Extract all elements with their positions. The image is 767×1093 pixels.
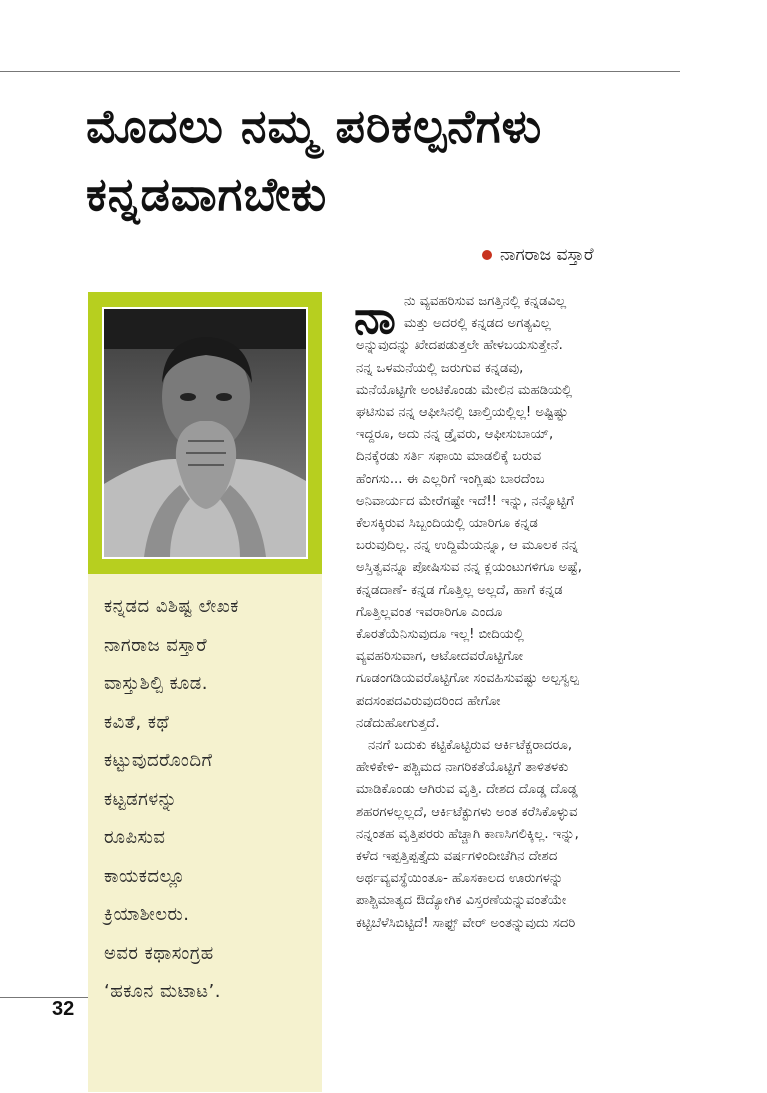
body-line: ನಡೆದುಹೋಗುತ್ತದೆ. [356,715,440,731]
caption-line: ಕಾಯಕದಲ್ಲೂ [104,865,186,887]
caption-line: ಕ್ರಿಯಾಶೀಲರು. [104,904,190,925]
body-line: ಘಟಿಸುವ ನನ್ನ ಆಫೀಸಿನಲ್ಲಿ ಚಾಲ್ತಿಯಲ್ಲಿಲ್ಲ! ಅಷ್ಟಿಷ್ಟು [356,405,569,421]
body-line: ಹೇಳಿಕೇಳಿ- ಪಶ್ಚಿಮದ ನಾಗರಿಕತೆಯೊಟ್ಟಿಗೆ ತಾಳಿತಳಕು [356,760,569,776]
body-line: ಅರ್ಥವ್ಯವಸ್ಥೆಯಿಂತೂ- ಹೊಸಕಾಲದ ಊರುಗಳನ್ನು [356,871,564,887]
caption-line: ವಾಸ್ತುಶಿಲ್ಪಿ ಕೂಡ. [104,673,208,694]
top-rule [0,71,680,72]
body-line: ನನ್ನ ಒಳಮನೆಯಲ್ಲಿ ಜರುಗುವ ಕನ್ನಡವು, [356,360,524,376]
sidebar-panel [88,292,322,1092]
title-line-1: ಮೊದಲು ನಮ್ಮ ಪರಿಕಲ್ಪನೆಗಳು [86,99,543,153]
author-name: ನಾಗರಾಜ ವಸ್ತಾರೆ [500,245,594,265]
body-line: ಅನ್ನುವುದನ್ನು ಖೇದಪಡುತ್ತಲೇ ಹೇಳಬಯಸುತ್ತೇನೆ. [356,338,563,354]
sidebar-caption [104,588,314,1012]
caption-line: ಕವಿತೆ, ಕಥೆ [104,711,170,733]
caption-line: ಕಟ್ಟಡಗಳನ್ನು [104,788,178,810]
body-line: ಕನ್ನಡದಾಣೆ- ಕನ್ನಡ ಗೊತ್ತಿಲ್ಲ ಅಲ್ಲದೆ, ಹಾಗೆ ಕನ್ನಡ [356,582,563,598]
body-line: ಮನೆಯೊಟ್ಟಿಗೇ ಅಂಟಿಕೊಂಡು ಮೇಲಿನ ಮಹಡಿಯಲ್ಲಿ [356,382,573,398]
body-line: ಬರುವುದಿಲ್ಲ. ನನ್ನ ಉದ್ದಿಮೆಯನ್ನೂ, ಆ ಮೂಲಕ ನನ್ನ [356,538,579,554]
bullet-dot-icon [482,250,492,260]
title-line-2: ಕನ್ನಡವಾಗಬೇಕು [86,167,328,221]
body-line: ಗೂಡಂಗಡಿಯವರೊಟ್ಟಿಗೋ ಸಂವಹಿಸುವಷ್ಟು ಅಲ್ಪಸ್ವಲ್ಪ [356,671,579,687]
article-title [86,92,686,228]
bottom-rule [0,997,88,998]
caption-line: ರೂಪಿಸುವ [104,827,166,848]
body-line: ನನಗೆ ಬದುಕು ಕಟ್ಟಿಕೊಟ್ಟಿರುವ ಆರ್ಕಿಟೆಕ್ಚರಾದರೂ, [368,738,573,754]
body-line: ಕಳೆದ ಇಪ್ಪತ್ತಿಪ್ಪತ್ತೈದು ವರ್ಷಗಳಿಂದೀಚೆಗಿನ ದೇಶದ [356,849,558,865]
photo-frame [88,292,322,574]
body-line: ನು ವ್ಯವಹರಿಸುವ ಜಗತ್ತಿನಲ್ಲಿ ಕನ್ನಡವಿಲ್ಲ [404,294,567,309]
body-line: ಪದಸಂಪದವಿರುವುದರಿಂದ ಹೇಗೋ [356,693,501,709]
caption-line: ನಾಗರಾಜ ವಸ್ತಾರೆ [104,634,208,656]
portrait-image [104,309,306,557]
body-line: ಮಾಡಿಕೊಂಡು ಆಗಿರುವ ವೃತ್ತಿ. ದೇಶದ ದೊಡ್ಡ ದೊಡ್ಡ [356,782,578,798]
body-line: ದಿನಕ್ಕೆರಡು ಸರ್ತಿ ಸಫಾಯಿ ಮಾಡಲಿಕ್ಕೆ ಬರುವ [356,449,542,465]
article-body [356,291,686,935]
body-line: ಕೊರತೆಯೆನಿಸುವುದೂ ಇಲ್ಲ! ಬೀದಿಯಲ್ಲಿ [356,627,524,643]
body-line: ಹೆಂಗಸು... ಈ ಎಲ್ಲರಿಗೆ ಇಂಗ್ಲಿಷು ಬಾರದೆಂಬ [356,471,545,487]
caption-line: ‘ಹಕೂನ ಮಟಾಟ’. [104,981,221,1002]
body-line: ಮತ್ತು ಅದರಲ್ಲಿ ಕನ್ನಡದ ಅಗತ್ಯವಿಲ್ಲ [404,316,551,332]
body-line: ಇದ್ದರೂ, ಅದು ನನ್ನ ಡ್ರೈವರು, ಆಫೀಸುಬಾಯ್, [356,427,554,443]
caption-line: ಅವರ ಕಥಾಸಂಗ್ರಹ [104,942,214,964]
drop-cap: ನಾ [354,290,396,344]
body-line: ವ್ಯವಹರಿಸುವಾಗ, ಆಟೋದವರೊಟ್ಟಿಗೋ [356,649,524,665]
page-number: 32 [52,998,75,1020]
body-line: ಅಸ್ತಿತ್ವವನ್ನೂ ಪೋಷಿಸುವ ನನ್ನ ಕ್ಲಯಂಟುಗಳಿಗೂ ಅಷ್ಟೆ, [356,560,582,576]
body-line: ನನ್ನಂತಹ ವೃತ್ತಿಪರರು ಹೆಚ್ಚಾಗಿ ಕಾಣಸಿಗಲಿಕ್ಕಿಲ್ಲ. ಇನ್ನು, [356,826,579,842]
body-line: ಕೆಲಸಕ್ಕಿರುವ ಸಿಬ್ಬಂದಿಯಲ್ಲಿ ಯಾರಿಗೂ ಕನ್ನಡ [356,516,538,532]
body-line: ಗೊತ್ತಿಲ್ಲವಂತ ಇವರಾರಿಗೂ ಎಂದೂ [356,604,503,620]
body-line: ಅನಿವಾರ್ಯದ ಮೇರೆಗಷ್ಟೇ ಇದೆ!! ಇನ್ನು, ನನ್ನೊಟ್ಟಿಗೆ [356,493,575,509]
caption-line: ಕಟ್ಟುವುದರೊಂದಿಗೆ [104,750,213,771]
body-line: ಕಟ್ಟಿಬೆಳೆಸಿಬಿಟ್ಟಿದೆ! ಸಾಫ್ಟ್ ವೇರ್ ಅಂತನ್ನುವುದು ಸದರಿ [356,915,576,931]
body-line: ಪಾಶ್ಚಿಮಾತ್ಯದ ಔದ್ಯೋಗಿಕ ವಿಸ್ತರಣೆಯನ್ನುವಂತೆಯೇ [356,893,567,909]
author-photo [102,307,308,559]
body-line: ಶಹರಗಳಲ್ಲಲ್ಲದೆ, ಆರ್ಕಿಟೆಕ್ಟುಗಳು ಅಂತ ಕರೆಸಿಕೊಳ್ಳುವ [356,804,578,820]
caption-line: ಕನ್ನಡದ ವಿಶಿಷ್ಟ ಲೇಖಕ [104,596,239,617]
byline [482,245,594,265]
